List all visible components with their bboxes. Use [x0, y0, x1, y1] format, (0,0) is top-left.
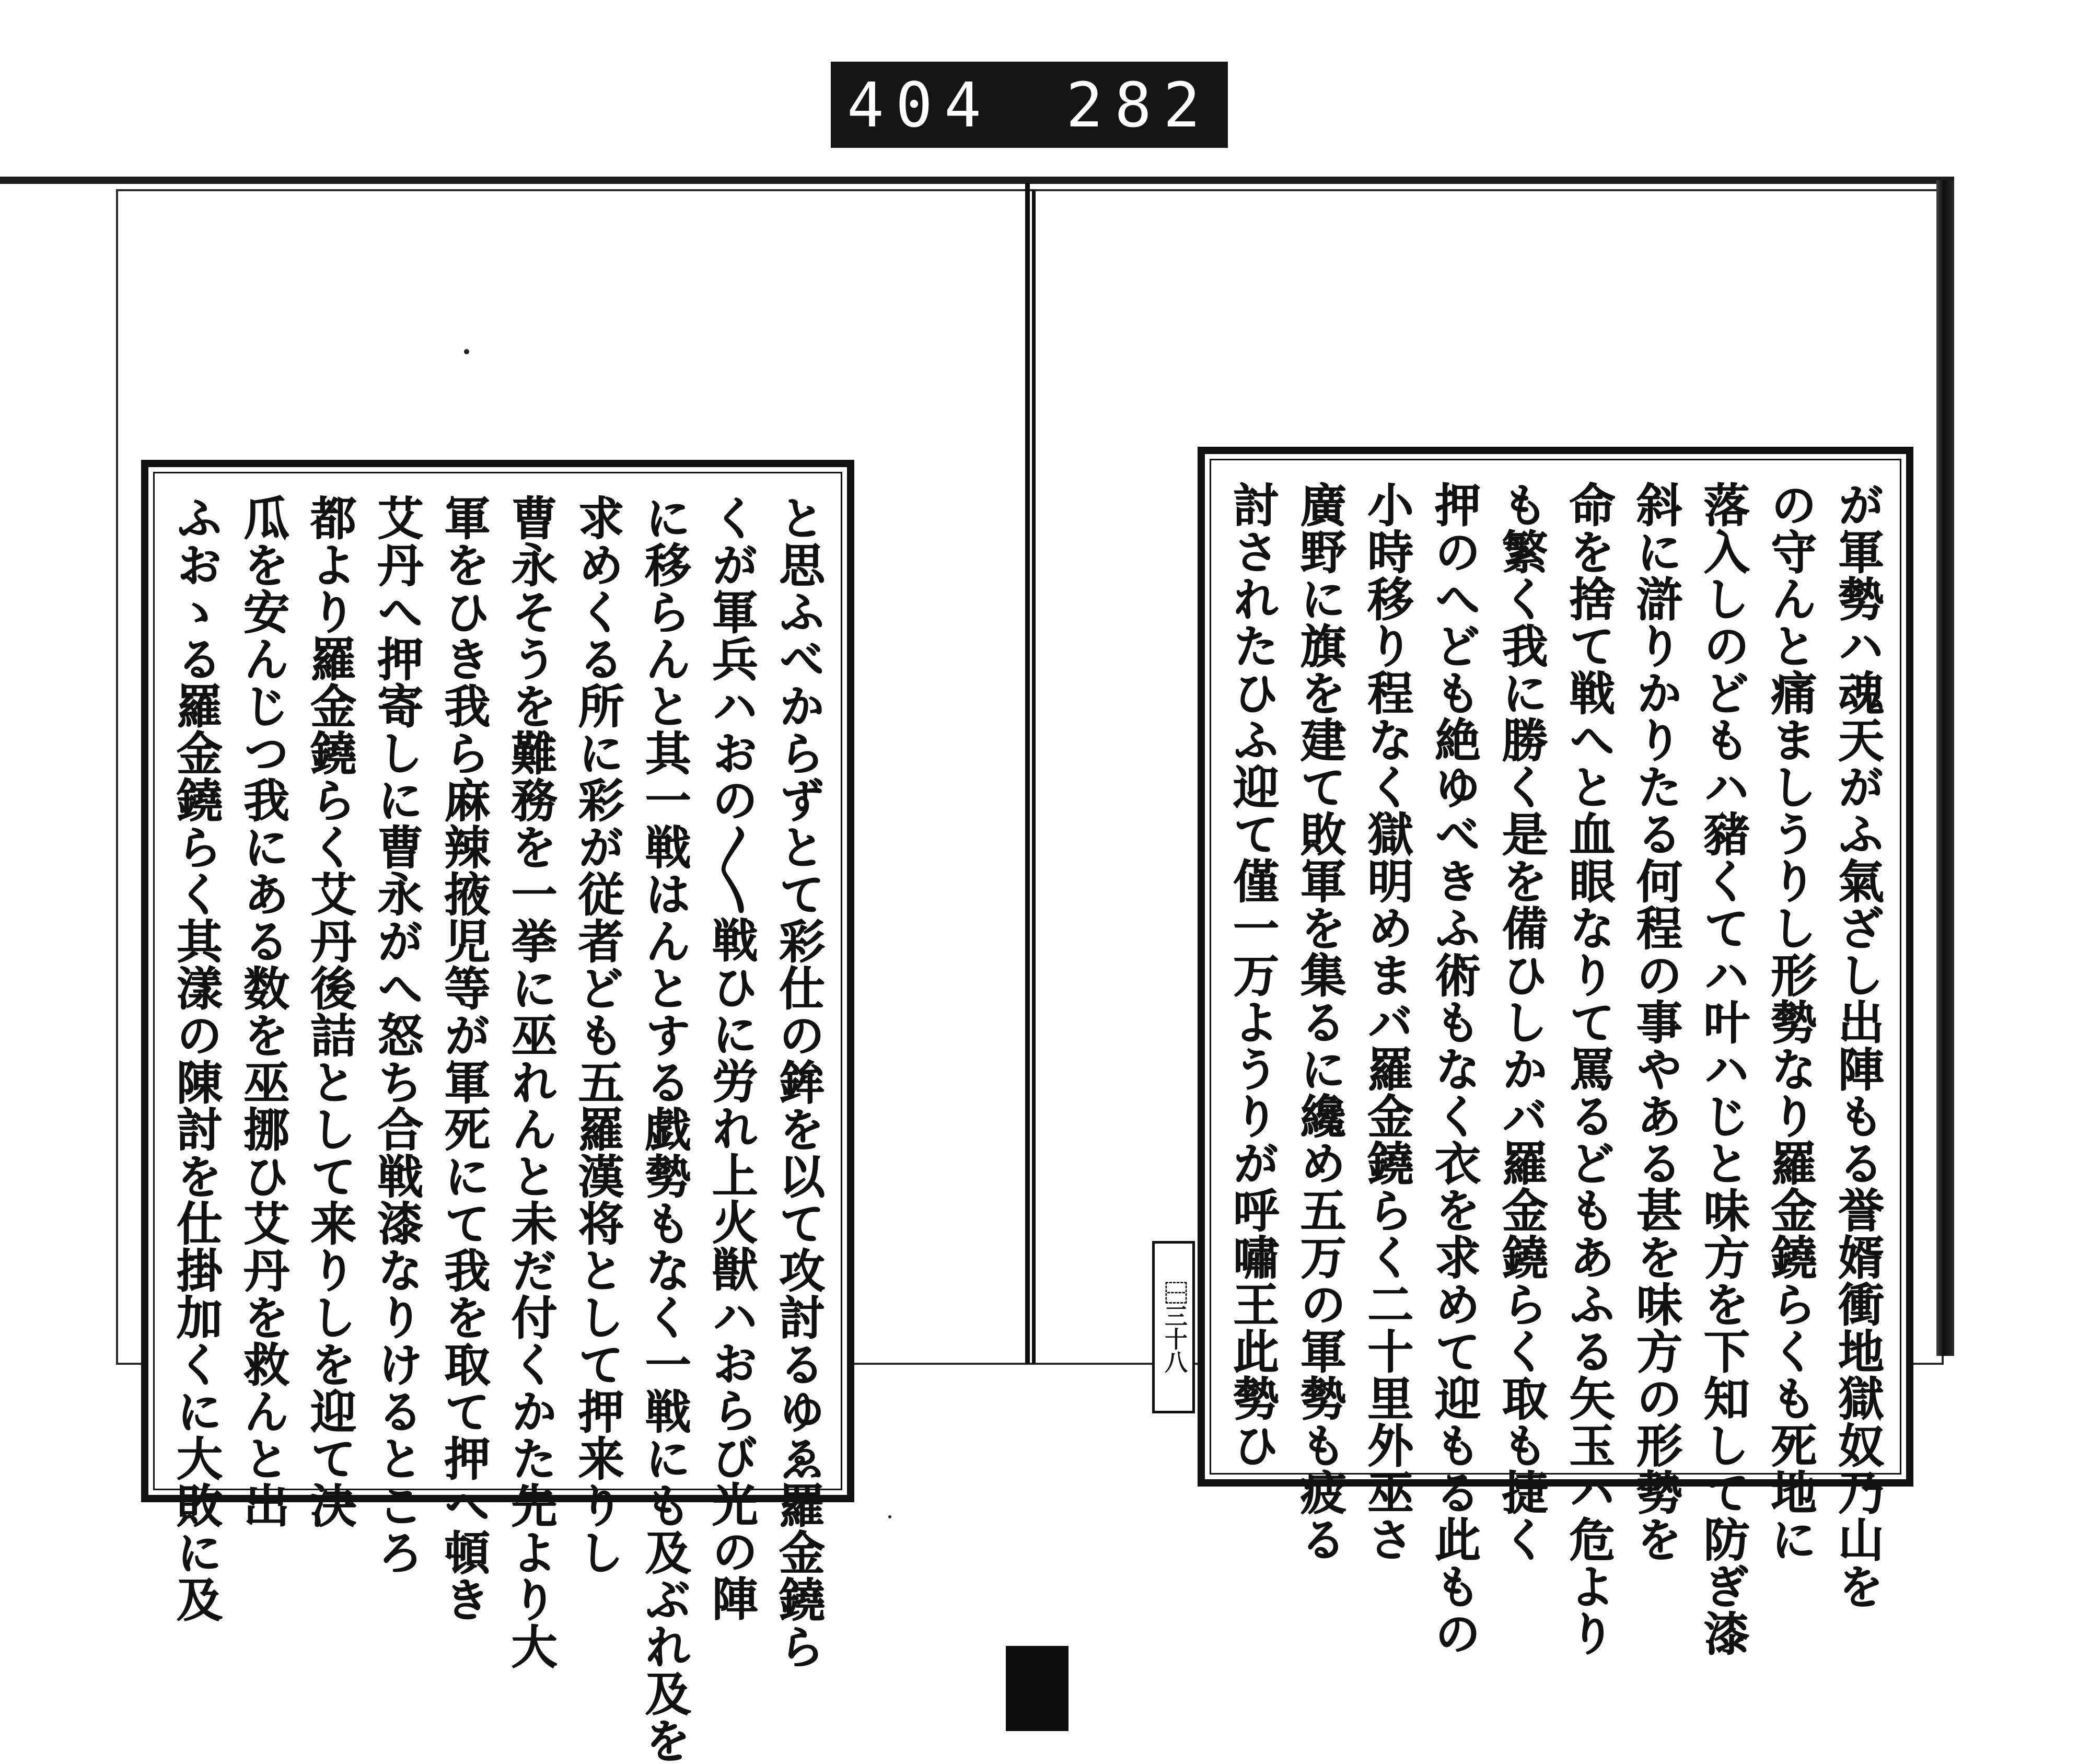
- left-text-frame: [141, 460, 854, 1764]
- top-rule: [0, 177, 1954, 184]
- text-column: に移らんと其一戦はんとする戯勢もなく一戦にも及ぶれ及を: [637, 494, 692, 1764]
- right-text-columns: [1226, 481, 1885, 1657]
- counter-right-number: 282: [1066, 68, 1212, 141]
- text-column: 斜に滸りかりたる何程の事やある甚を味方の形勢を: [1629, 481, 1684, 1563]
- text-column: の守んと痛ましうりし形勢なり羅金鐃らくも死地に: [1763, 481, 1818, 1563]
- text-column: ふおゝる羅金鐃らく其漾の陳討を仕掛加くに大敗に及: [169, 494, 224, 1623]
- folio-page-number: ⿱三十八: [1152, 1241, 1195, 1413]
- text-column: 曹永そうを難務を一挙に巫れんと未だ付くかた先より大: [504, 494, 559, 1670]
- counter-left-number: 404: [846, 68, 993, 141]
- right-text-frame: [1198, 447, 1913, 1657]
- book-fore-edge: [1936, 180, 1954, 1356]
- speck: [888, 1515, 891, 1518]
- text-column: 瓜を安んじつ我にある数を巫挪ひ艾丹を救んと出: [236, 494, 291, 1529]
- text-column: 廣野に旗を建て敗軍を集るに纔め五万の軍勢も疲る: [1293, 481, 1348, 1563]
- binding-tab: [1006, 1646, 1069, 1731]
- text-column: くが軍兵ハおの〳〵戦ひに労れ上火獣ハおらび光の陣: [704, 494, 759, 1622]
- left-text-columns: [169, 494, 826, 1764]
- frame-counter: [831, 62, 1228, 148]
- text-column: 落入しのどもハ豬くてハ叶ハじと味方を下知して防ぎ漆: [1696, 481, 1751, 1657]
- text-column: 都より羅金鐃らく艾丹後詰として来りしを迎て決: [303, 494, 358, 1529]
- text-column: と思ふべからずとて彩仕の鉾を以て攻討るゆゑ羅金鐃ら: [772, 494, 826, 1670]
- text-column: 求めくる所に彩が従者ども五羅漢将として押来りし: [571, 494, 625, 1576]
- text-column: 命を捨て戦へと血眼なりて罵るどもあふる矢玉ハ危より: [1562, 481, 1617, 1657]
- text-column: 討されたひふ迎て僅一万ようりが呼嘯王此勢ひ: [1226, 481, 1281, 1469]
- text-column: 押のへども絶ゆべきふ術もなく衣を求めて迎もる此もの: [1427, 481, 1482, 1657]
- gutter: [1025, 183, 1030, 1364]
- text-column: 小時移り程なく獄明めまバ羅金鐃らく二十里外巫さ: [1360, 481, 1415, 1563]
- text-column: が軍勢ハ魂天がふ氣ざし出陣もる誉婿衝地獄奴乃山を: [1831, 481, 1885, 1610]
- text-column: 艾丹へ押寄しに曹永がへ怒ち合戦漆なりけるところ: [370, 494, 425, 1576]
- text-column: も繁く我に勝く是を備ひしかバ羅金鐃らく取も捷く: [1494, 481, 1549, 1563]
- speck: [464, 349, 469, 354]
- text-column: 軍をひき我ら麻辣掖児等が軍死にて我を取て押へ頓き: [437, 494, 492, 1623]
